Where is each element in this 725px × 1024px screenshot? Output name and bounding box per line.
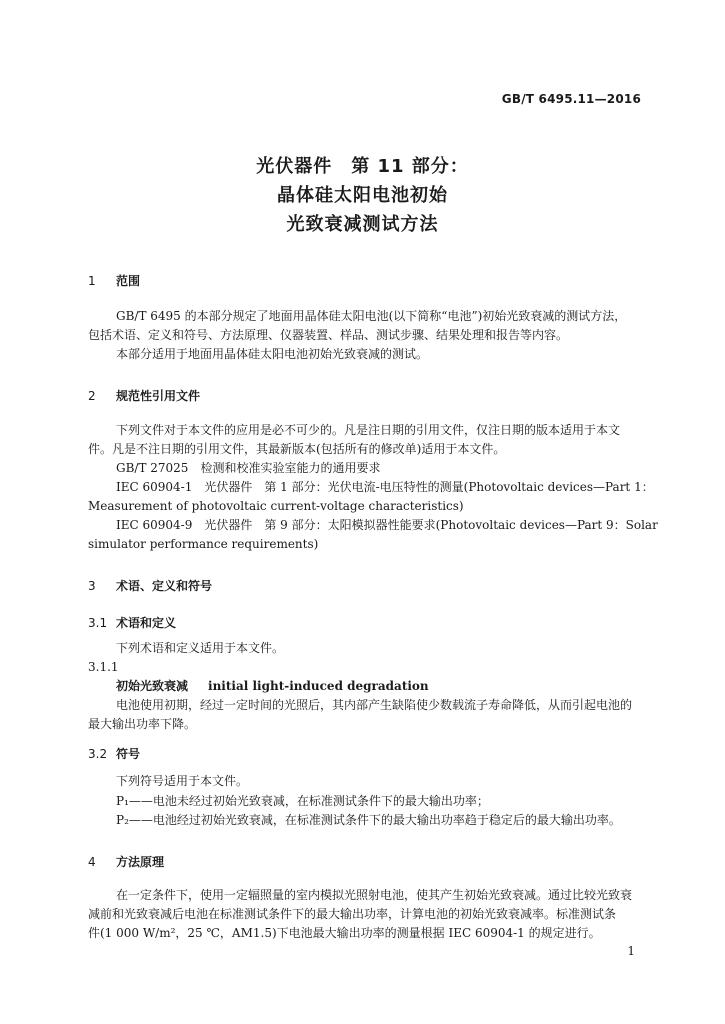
section-title: 符号 — [116, 747, 141, 761]
paragraph-line: 本部分适用于地面用晶体硅太阳电池初始光致衰减的测试。 — [116, 347, 429, 361]
term-chinese: 初始光致衰减 — [116, 679, 189, 693]
paragraph-line: 减前和光致衰减后电池在标准测试条件下的最大输出功率，计算电池的初始光致衰减率。标准测试条 — [88, 907, 617, 921]
section-number: 3 — [88, 579, 96, 593]
reference-item: IEC 60904-9 光伏器件 第 9 部分：太阳模拟器性能要求(Photovoltaic devices—Part 9：Solar — [116, 518, 658, 532]
title-line-1: 光伏器件 第 11 部分： — [256, 156, 469, 177]
section-title: 术语、定义和符号 — [116, 579, 213, 593]
section-title: 术语和定义 — [116, 616, 177, 630]
title-line-3: 光致衰减测试方法 — [286, 214, 439, 235]
clause-number: 3.1.1 — [88, 660, 119, 674]
reference-item: IEC 60904-1 光伏器件 第 1 部分：光伏电流-电压特性的测量(Photovoltaic devices—Part 1： — [116, 480, 654, 494]
symbol-definition: P₂——电池经过初始光致衰减，在标准测试条件下的最大输出功率趋于稳定后的最大输出功率。 — [116, 813, 621, 827]
page-number: 1 — [627, 944, 635, 958]
paragraph-line: 下列符号适用于本文件。 — [116, 774, 249, 788]
section-number: 3.1 — [88, 616, 108, 630]
definition-line: 最大输出功率下降。 — [88, 717, 197, 731]
subsection-3-2-heading — [88, 745, 140, 762]
section-title: 方法原理 — [116, 855, 165, 869]
section-2-heading — [88, 387, 200, 404]
term-entry — [116, 679, 429, 694]
paragraph-line: 件(1 000 W/m²，25 ℃，AM1.5)下电池最大输出功率的测量根据 IEC 60904-1 的规定进行。 — [88, 926, 601, 940]
reference-item-cont: Measurement of photovoltaic current-voltage characteristics) — [88, 499, 464, 513]
subsection-3-1-heading — [88, 614, 176, 631]
reference-item-cont: simulator performance requirements) — [88, 537, 319, 551]
section-number: 2 — [88, 389, 96, 403]
section-number: 4 — [88, 855, 96, 869]
title-line-2: 晶体硅太阳电池初始 — [277, 185, 448, 206]
section-title: 规范性引用文件 — [116, 389, 201, 403]
definition-line: 电池使用初期，经过一定时间的光照后，其内部产生缺陷使少数载流子寿命降低，从而引起电池的 — [116, 698, 633, 712]
paragraph-line: 件。凡是不注日期的引用文件，其最新版本(包括所有的修改单)适用于本文件。 — [88, 442, 506, 456]
section-3-heading — [88, 577, 212, 594]
section-number: 1 — [88, 274, 96, 288]
section-1-heading — [88, 272, 140, 289]
reference-item: GB/T 27025 检测和校准实验室能力的通用要求 — [116, 461, 381, 475]
standard-number: GB/T 6495.11—2016 — [501, 92, 641, 106]
symbol-definition: P₁——电池未经过初始光致衰减，在标准测试条件下的最大输出功率； — [116, 794, 489, 808]
term-english: initial light-induced degradation — [208, 679, 429, 693]
paragraph-line: 下列术语和定义适用于本文件。 — [116, 641, 285, 655]
paragraph-line: GB/T 6495 的本部分规定了地面用晶体硅太阳电池(以下简称“电池”)初始光致衰减的测试方法， — [116, 309, 627, 323]
section-title: 范围 — [116, 274, 141, 288]
paragraph-line: 下列文件对于本文件的应用是必不可少的。凡是注日期的引用文件，仅注日期的版本适用于本文 — [116, 423, 621, 437]
section-4-heading — [88, 853, 164, 870]
paragraph-line: 包括术语、定义和符号、方法原理、仪器装置、样品、测试步骤、结果处理和报告等内容。 — [88, 328, 569, 342]
section-number: 3.2 — [88, 747, 108, 761]
paragraph-line: 在一定条件下，使用一定辐照量的室内模拟光照射电池，使其产生初始光致衰减。通过比较光致衰 — [116, 888, 633, 902]
